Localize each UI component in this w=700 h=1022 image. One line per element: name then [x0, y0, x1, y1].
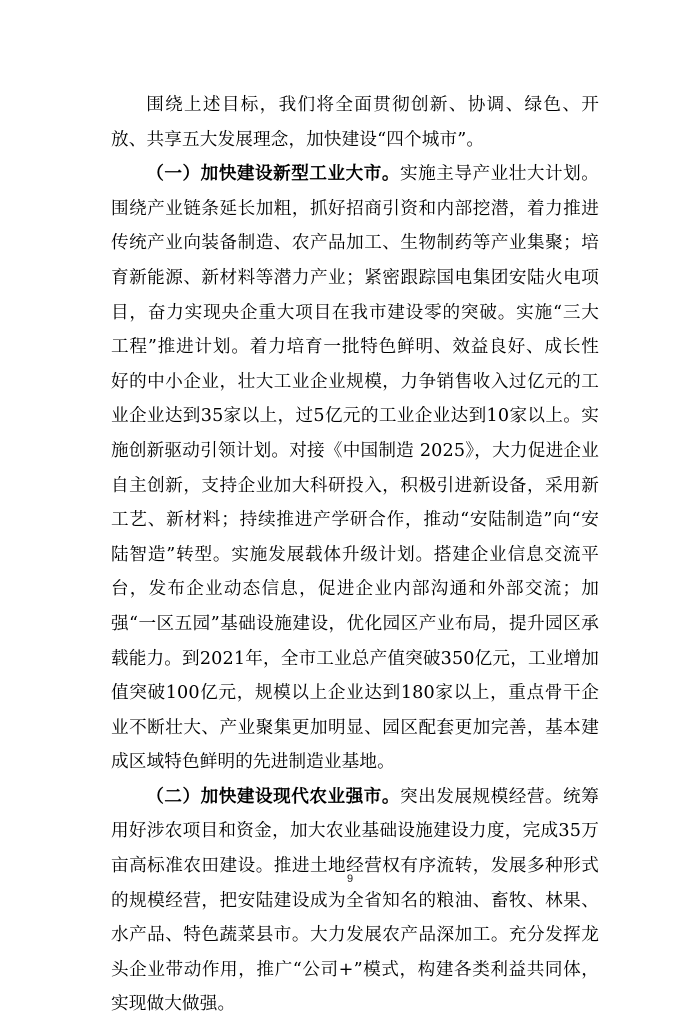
section-2-text: 突出发展规模经营。统筹用好涉农项目和资金，加大农业基础设施建设力度，完成35万亩高标准农田建设。推进土地经营权有序流转，发展多种形式的规模经营，把安陆建设成为全省知名的粮油、畜牧、林果、水产品、特色蔬菜县市。大力发展农产品深加工。充分发挥龙头企业带动作用，推广“公司+”模式，构建各类利益共同体，实现做大做强。: [111, 786, 600, 1015]
page-number: 9: [346, 873, 354, 885]
section-1-text: 实施主导产业壮大计划。围绕产业链条延长加粗，抓好招商引资和内部挖潜，着力推进传统产业向装备制造、农产品加工、生物制药等产业集聚；培育新能源、新材料等潜力产业；紧密跟踪国电集团安陆火电项目，奋力实现央企重大项目在我市建设零的突破。实施“三大工程”推进计划。着力培育一批特色鲜明、效益良好、成长性好的中小企业，壮大工业企业规模，力争销售收入过亿元的工业企业达到35家以上，过5亿元的工业企业达到10家以上。实施创新驱动引领计划。对接《中国制造 2025》，大力促进企业自主创新，支持企业加大科研投入，积极引进新设备，采用新工艺、新材料；持续推进产学研合作，推动“安陆制造”向“安陆智造”转型。实施发展载体升级计划。搭建企业信息交流平台，发布企业动态信息，促进企业内部沟通和外部交流；加强“一区五园”基础设施建设，优化园区产业布局，提升园区承载能力。到2021年，全市工业总产值突破350亿元，工业增加值突破100亿元，规模以上企业达到180家以上，重点骨干企业不断壮大、产业聚集更加明显、园区配套更加完善，基本建成区域特色鲜明的先进制造业基地。: [111, 164, 600, 773]
section-1-heading: （一）加快建设新型工业大市。: [146, 163, 400, 185]
paragraph-section-2: [111, 780, 599, 1022]
section-2-heading: （二）加快建设现代农业强市。: [146, 785, 400, 807]
paragraph-intro: [111, 88, 599, 157]
paragraph-section-1: [111, 157, 599, 780]
paragraph-intro-text: 围绕上述目标，我们将全面贯彻创新、协调、绿色、开放、共享五大发展理念，加快建设“四个城市”。: [111, 95, 599, 150]
